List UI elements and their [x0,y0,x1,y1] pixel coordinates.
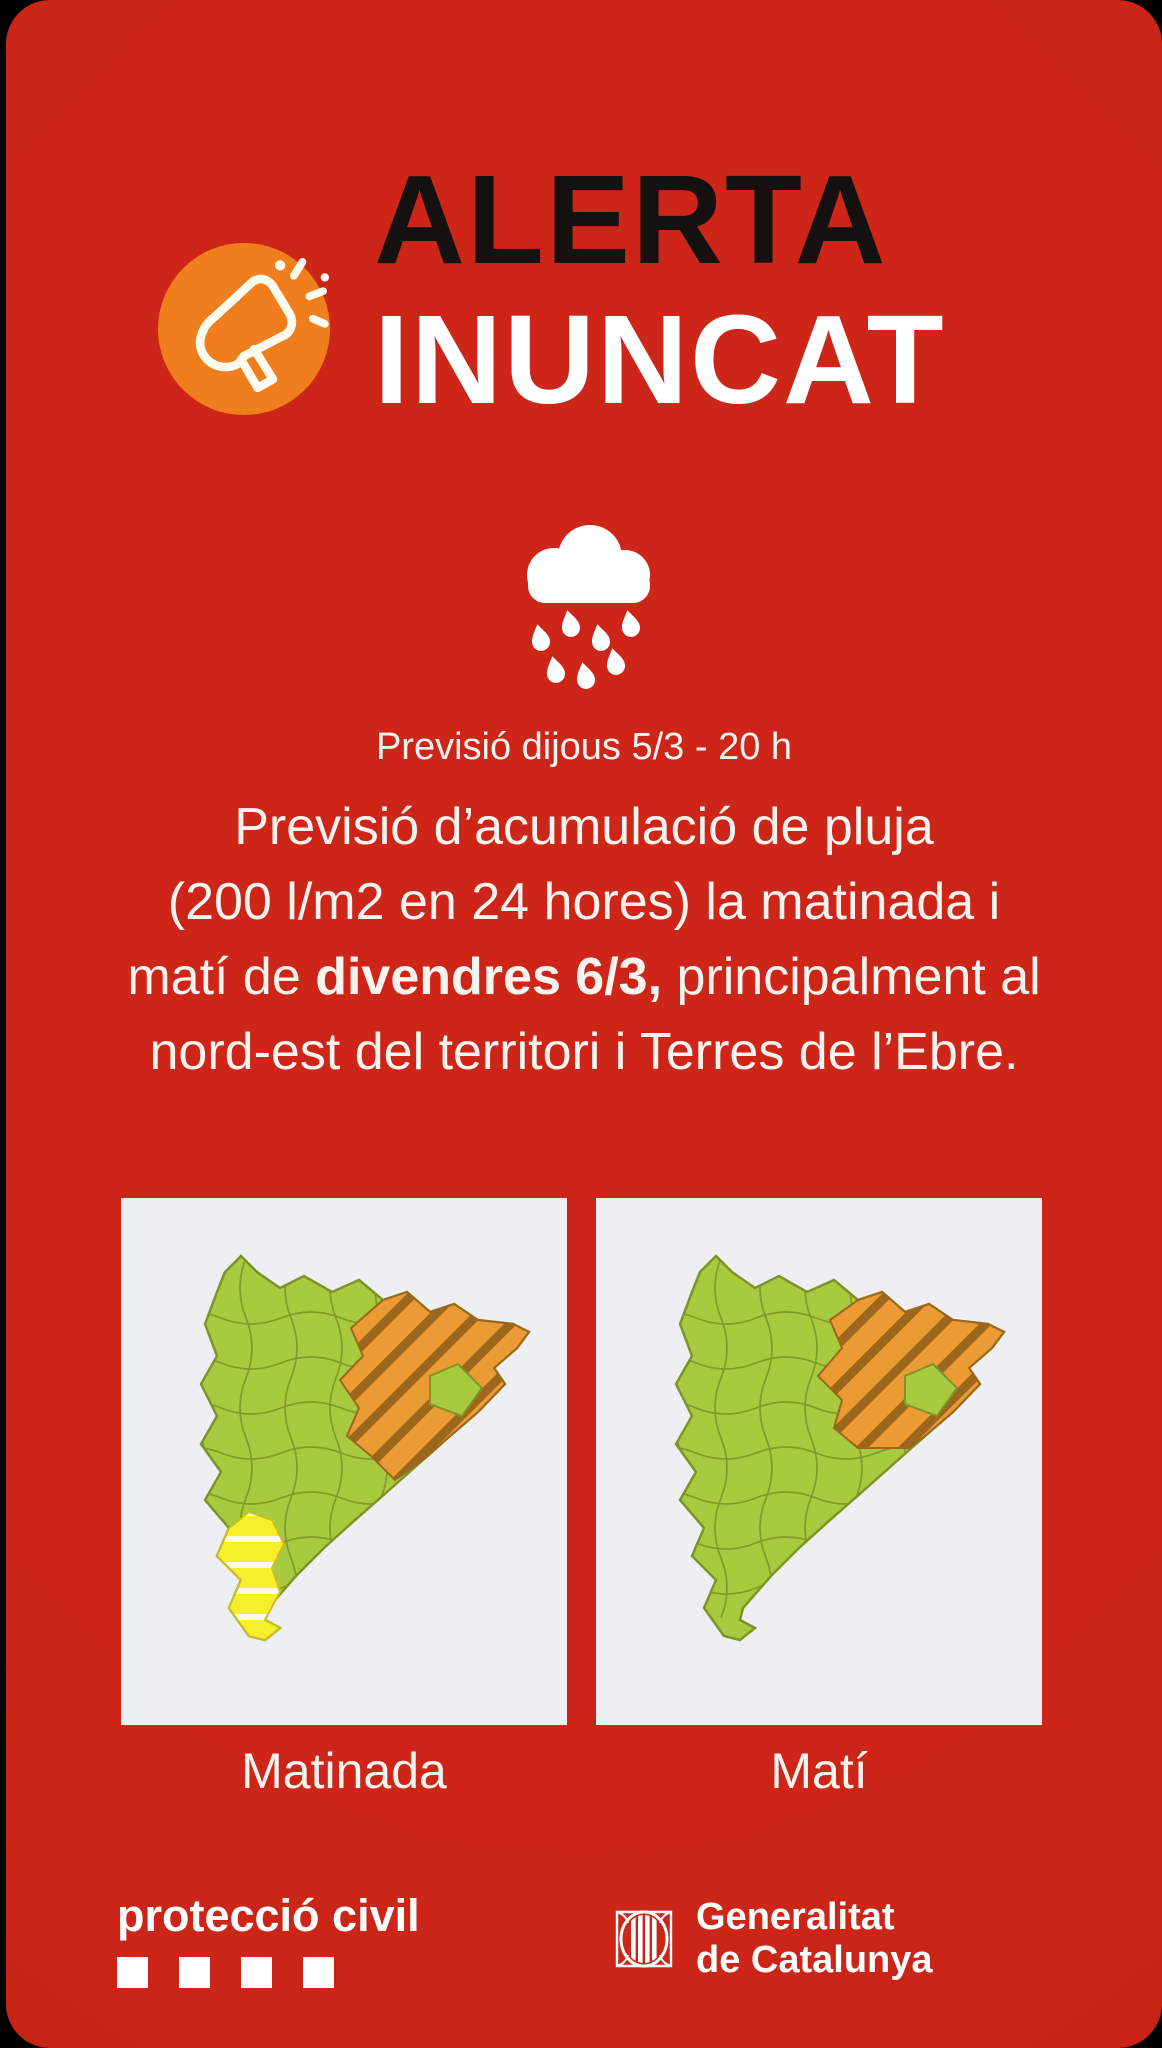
catalonia-map-mati [596,1198,1042,1725]
map-panel-mati [596,1198,1042,1725]
forecast-caption: Previsió dijous 5/3 - 20 h [375,726,793,768]
description-line-2: (200 l/m2 en 24 hores) la matinada i [167,873,1001,931]
title-line-inuncat: INUNCAT [374,289,946,430]
megaphone-icon [158,243,330,415]
bold-date: divendres 6/3, [315,948,663,1006]
generalitat-emblem-icon [612,1903,676,1975]
map-label-matinada: Matinada [241,1743,447,1799]
catalonia-map-matinada [121,1198,567,1725]
logo-square [117,1957,148,1988]
alert-poster-card [6,0,1162,2048]
rain-cloud-icon [504,510,670,706]
generalitat-wordmark [696,1896,933,1982]
generalitat-logo [612,1896,933,1982]
logo-square [303,1957,334,1988]
description-line-3: matí de divendres 6/3, principalment al [127,948,1041,1006]
megaphone-badge [158,243,330,415]
map-panel-matinada [121,1198,567,1725]
map-label-mati: Matí [770,1743,868,1799]
logo-square [179,1957,210,1988]
forecast-description [39,790,1129,1090]
description-line-1: Previsió d’acumulació de pluja [234,798,934,856]
logo-square [241,1957,272,1988]
generalitat-line-2: de Catalunya [696,1939,933,1981]
proteccio-civil-logo [117,1890,420,1988]
proteccio-civil-label: protecció civil [117,1890,420,1941]
description-line-4: nord-est del territori i Terres de l’Ebre. [149,1023,1019,1081]
poster-title [374,150,946,430]
title-line-alerta: ALERTA [374,149,888,290]
proteccio-civil-squares [117,1957,420,1988]
generalitat-line-1: Generalitat [696,1896,895,1938]
